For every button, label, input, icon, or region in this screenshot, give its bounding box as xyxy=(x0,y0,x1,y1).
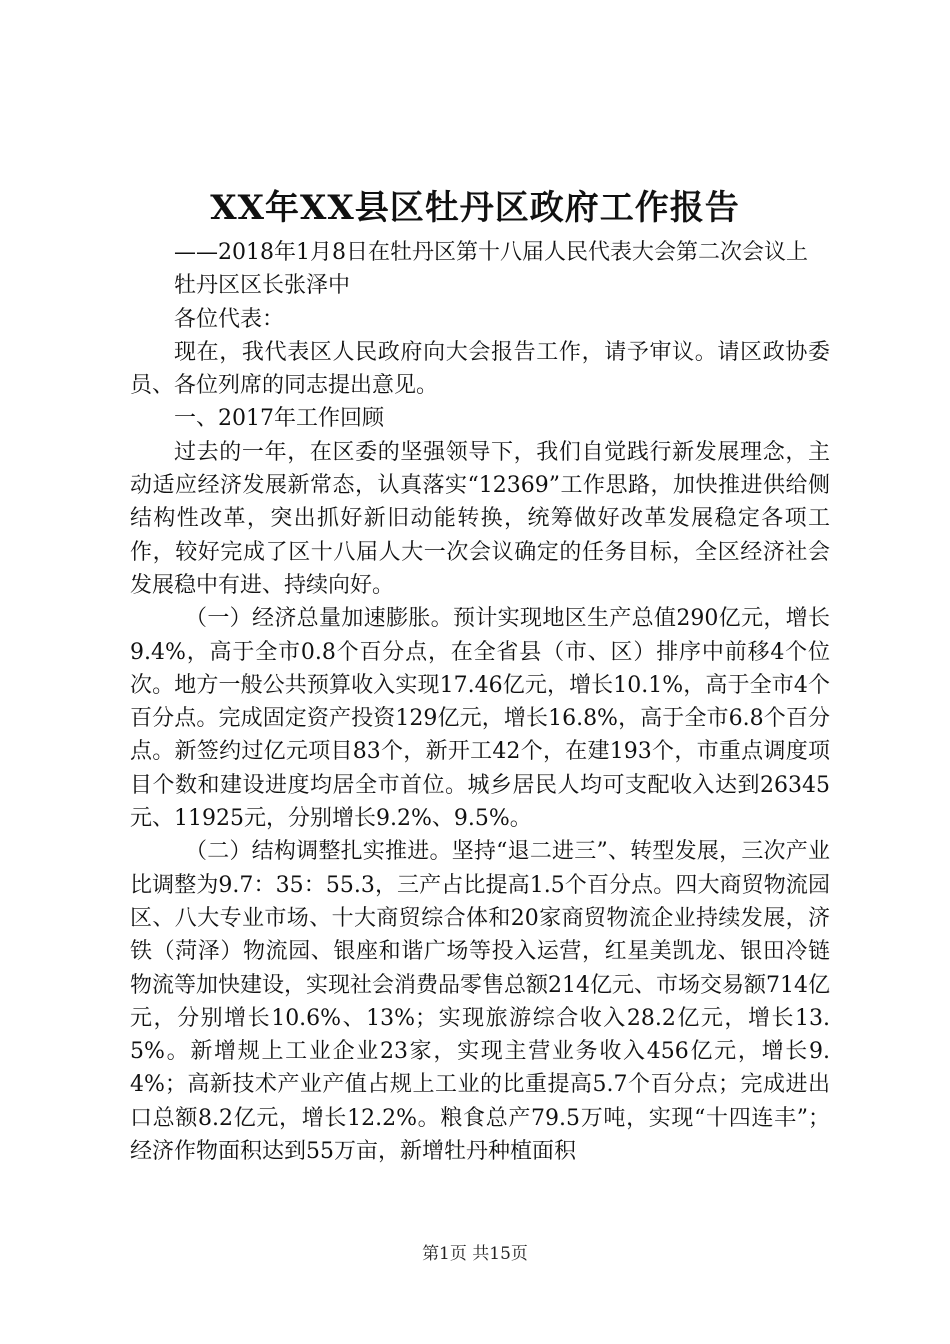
economy-paragraph: （一）经济总量加速膨胀。预计实现地区生产总值290亿元，增长9.4%，高于全市0.8个百分点，在全省县（市、区）排序中前移4个位次。地方一般公共预算收入实现17.46亿元，增长10.1%，高于全市4个百分点。完成固定资产投资129亿元，增长16.8%，高于全市6.8个百分点。新签约过亿元项目83个，新开工42个，在建193个，市重点调度项目个数和建设进度均居全市首位。城乡居民人均可支配收入达到26345元、11925元，分别增长9.2%、9.5%。 xyxy=(130,606,830,832)
page-footer: 第1页 共15页 xyxy=(422,1244,528,1264)
speaker-paragraph: 牡丹区区长张泽中 xyxy=(174,273,351,299)
structure-paragraph: （二）结构调整扎实推进。坚持“退二进三”、转型发展，三次产业比调整为9.7：35：55.3，三产占比提高1.5个百分点。四大商贸物流园区、八大专业市场、十大商贸综合体和20家商贸物流企业持续发展，济铁（菏泽）物流园、银座和谐广场等投入运营，红星美凯龙、银田冷链物流等加快建设，实现社会消费品零售总额214亿元、市场交易额714亿元，分别增长10.6%、13%；实现旅游综合收入28.2亿元，增长13.5%。新增规上工业企业23家，实现主营业务收入456亿元，增长9.4%；高新技术产业产值占规上工业的比重提高5.7个百分点；完成进出口总额8.2亿元，增长12.2%。粮食总产79.5万吨，实现“十四连丰”；经济作物面积达到55万亩，新增牡丹种植面积 xyxy=(130,839,830,1165)
opening-paragraph: 现在，我代表区人民政府向大会报告工作，请予审议。请区政协委员、各位列席的同志提出意见。 xyxy=(130,339,830,399)
document-title: XX年XX县区牡丹区政府工作报告 xyxy=(210,188,740,228)
review-paragraph: 过去的一年，在区委的坚强领导下，我们自觉践行新发展理念，主动适应经济发展新常态，认真落实“12369”工作思路，加快推进供给侧结构性改革，突出抓好新旧动能转换，统筹做好改革发展稳定各项工作，较好完成了区十八届人大一次会议确定的任务目标，全区经济社会发展稳中有进、持续向好。 xyxy=(130,439,830,598)
section-heading: 一、2017年工作回顾 xyxy=(174,406,384,432)
salutation-paragraph: 各位代表： xyxy=(174,306,285,332)
subtitle-paragraph: ——2018年1月8日在牡丹区第十八届人民代表大会第二次会议上 xyxy=(174,240,808,265)
document-body xyxy=(130,236,830,1168)
